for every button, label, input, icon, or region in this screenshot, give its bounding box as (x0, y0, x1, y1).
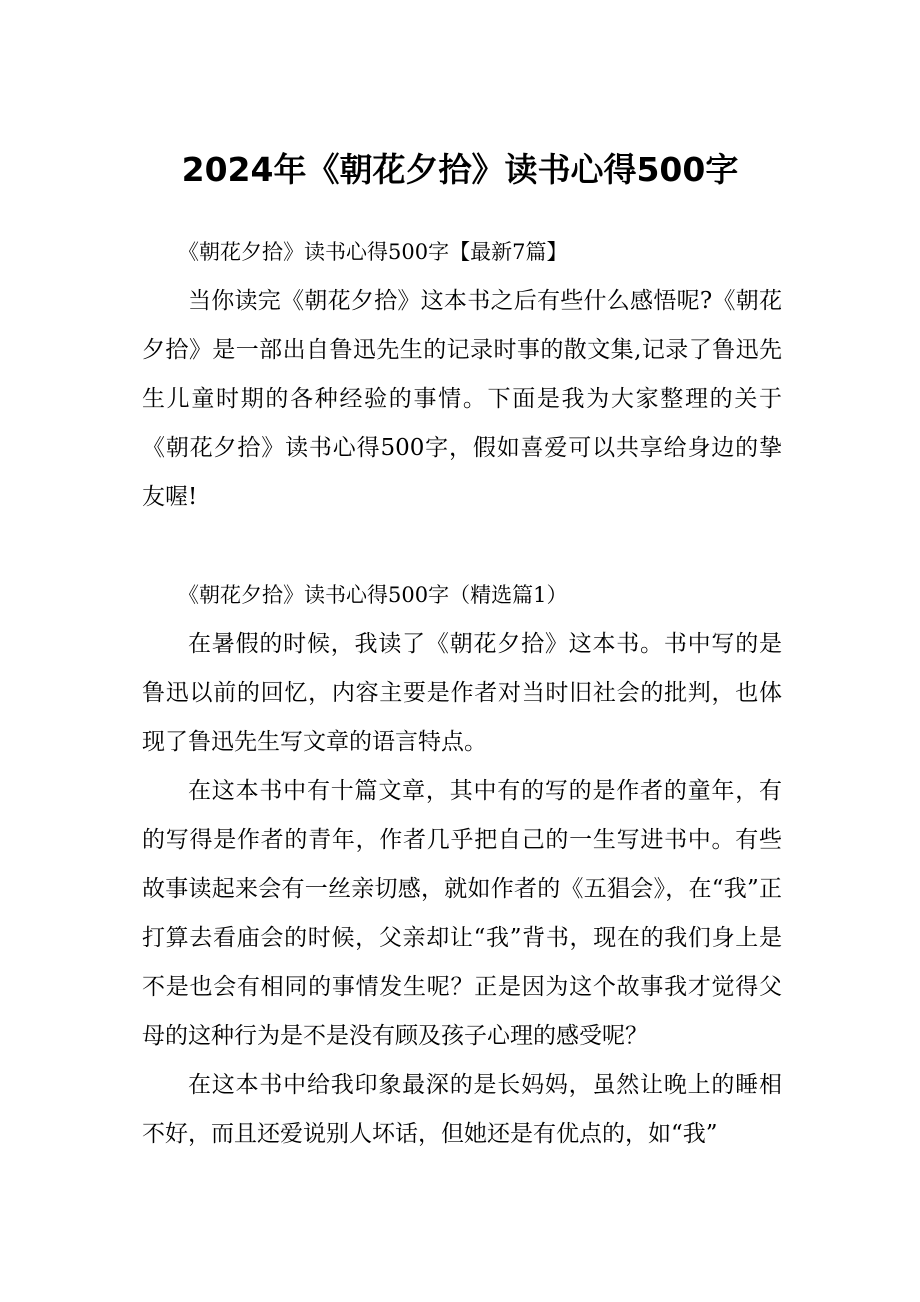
document-title: 2024年《朝花夕拾》读书心得500字 (181, 150, 739, 189)
section1-heading: 《朝花夕拾》读书心得500字（精选篇1） (178, 583, 568, 607)
intro-paragraph: 当你读完《朝花夕拾》这本书之后有些什么感悟呢?《朝花夕拾》是一部出自鲁迅先生的记录时事的散文集,记录了鲁迅先生儿童时期的各种经验的事情。下面是我为大家整理的关于《朝花夕拾》读书心得500字，假如喜爱可以共享给身边的挚友喔! (142, 288, 782, 510)
paragraph-spacer (142, 522, 782, 571)
section1-paragraph-2: 在这本书中有十篇文章，其中有的写的是作者的童年，有的写得是作者的青年，作者几乎把自己的一生写进书中。有些故事读起来会有一丝亲切感，就如作者的《五猖会》，在“我”正打算去看庙会的时候，父亲却让“我”背书，现在的我们身上是不是也会有相同的事情发生呢？正是因为这个故事我才觉得父母的这种行为是不是没有顾及孩子心理的感受呢？ (142, 778, 782, 1049)
section1-paragraph-3: 在这本书中给我印象最深的是长妈妈，虽然让晚上的睡相不好，而且还爱说别人坏话，但她还是有优点的，如“我” (142, 1072, 782, 1147)
intro-heading: 《朝花夕拾》读书心得500字【最新7篇】 (178, 240, 568, 264)
section1-paragraph-1: 在暑假的时候，我读了《朝花夕拾》这本书。书中写的是鲁迅以前的回忆，内容主要是作者对当时旧社会的批判，也体现了鲁迅先生写文章的语言特点。 (142, 631, 782, 755)
document-body (142, 228, 782, 1159)
